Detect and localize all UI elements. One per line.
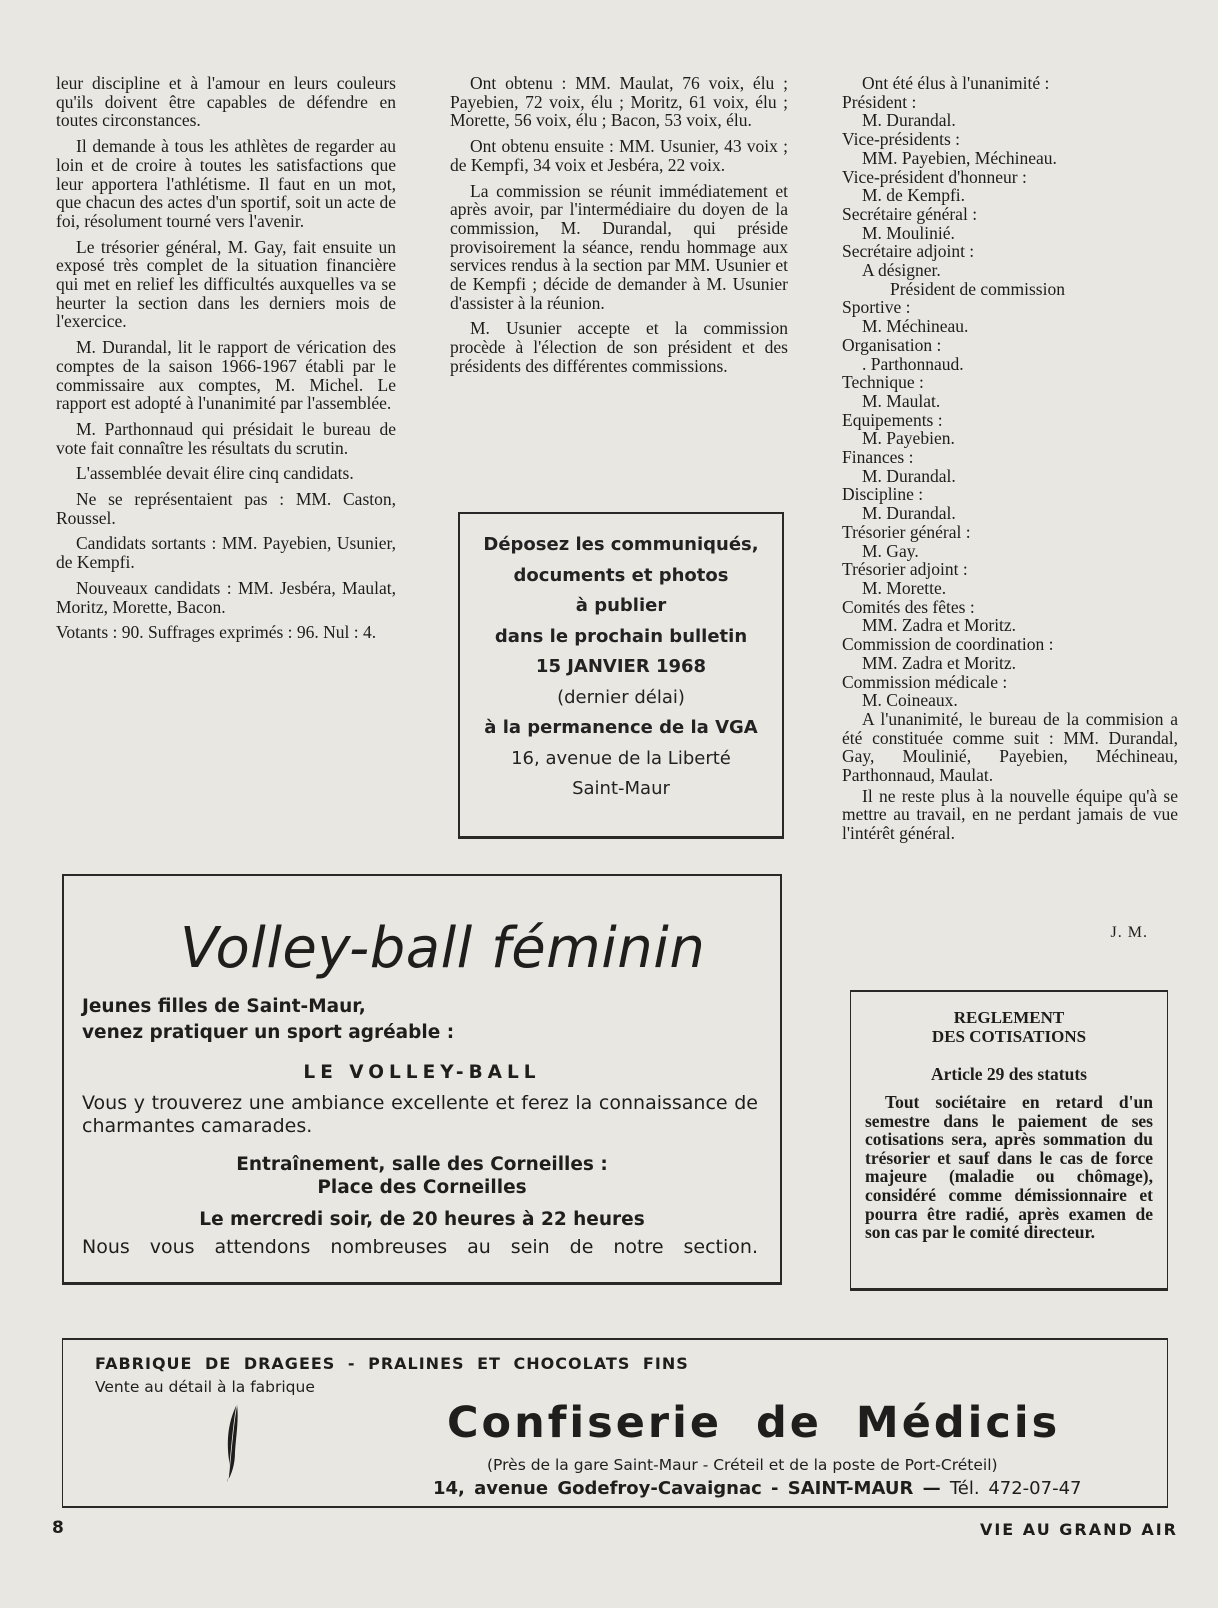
office-name: M. de Kempfi. bbox=[862, 185, 966, 206]
commission-role: Trésorier adjoint : bbox=[842, 559, 968, 580]
training-location: Entraînement, salle des Corneilles : bbox=[236, 1154, 608, 1175]
commission-name: M. Payebien. bbox=[862, 428, 955, 449]
submission-notice-box bbox=[458, 512, 784, 839]
closing-paragraph: Il ne reste plus à la nouvelle équipe qu'à se mettre au travail, en ne perdant jamais de vue l'intérêt général. bbox=[842, 785, 1178, 844]
volleyball-sport: LE VOLLEY-BALL bbox=[303, 1062, 541, 1083]
office-role: Secrétaire général : bbox=[842, 203, 978, 224]
volleyball-description: Vous y trouverez une ambiance excellente et ferez la connaissance de charmantes camarades. bbox=[82, 1092, 758, 1137]
office-name: M. Moulinié. bbox=[862, 222, 955, 243]
notice-line: dans le prochain bulletin bbox=[494, 625, 748, 647]
office-name: MM. Payebien, Méchineau. bbox=[862, 147, 1057, 168]
paragraph: Le trésorier général, M. Gay, fait ensuite un exposé très complet de la situation financière qui met en relief les difficultés auxquelles va se heurter la section dans les derniers mois de l'exercice. bbox=[56, 236, 396, 332]
office-name: M. Durandal. bbox=[862, 110, 956, 131]
article-column-3 bbox=[842, 74, 1178, 843]
paragraph: M. Durandal, lit le rapport de vérication des comptes de la saison 1966-1967 établi par le commissaire aux comptes, M. Michel. Le rapport est adopté à l'unanimité par l'assemblée. bbox=[56, 337, 396, 414]
volleyball-title: Volley-ball féminin bbox=[180, 916, 706, 981]
commission-name: M. Durandal. bbox=[862, 465, 956, 486]
commission-name: M. Maulat. bbox=[862, 390, 941, 411]
invite-line: venez pratiquer un sport agréable : bbox=[82, 1022, 455, 1043]
reglement-body: Tout sociétaire en retard d'un semestre dans le paiement de ses cotisations sera, après sommation du trésorier et sauf dans le cas de force majeure (maladie ou chômage), considéré comme démissionnaire et pourra être radié, après examen de son cas par le comité directeur. bbox=[865, 1092, 1153, 1243]
notice-line: à publier bbox=[575, 595, 667, 616]
commission-name: M. Gay. bbox=[862, 540, 919, 561]
office-role: Président : bbox=[842, 91, 917, 112]
commission-name: M. Morette. bbox=[862, 577, 947, 598]
commission-role: Discipline : bbox=[842, 484, 924, 505]
paragraph: La commission se réunit immédiatement et après avoir, par l'intermédiaire du doyen de la commission, M. Durandal, qui préside provisoirement la séance, rendu hommage aux services rendus à la section par MM. Usunier et de Kempfi ; décide de demander à M. Usunier d'assister à la réunion. bbox=[450, 180, 788, 313]
feather-icon bbox=[223, 1402, 243, 1484]
title-line: REGLEMENT bbox=[953, 1008, 1065, 1027]
invite-line: Jeunes filles de Saint-Maur, bbox=[82, 996, 366, 1017]
paragraph: Ont obtenu ensuite : MM. Usunier, 43 voix ; de Kempfi, 34 voix et Jesbéra, 22 voix. bbox=[450, 136, 788, 175]
ad-headline: FABRIQUE DE DRAGEES - PRALINES ET CHOCOLATS FINS bbox=[95, 1354, 689, 1373]
paragraph: L'assemblée devait élire cinq candidats. bbox=[76, 463, 354, 484]
training-schedule: Le mercredi soir, de 20 heures à 22 heures bbox=[199, 1209, 645, 1230]
reglement-article: Article 29 des statuts bbox=[930, 1064, 1087, 1084]
paragraph: M. Parthonnaud qui présidait le bureau de vote fait connaître les résultats du scrutin. bbox=[56, 418, 396, 458]
confiserie-advertisement bbox=[62, 1338, 1168, 1508]
commission-role: Comités des fêtes : bbox=[842, 596, 975, 617]
ad-street: 14, avenue Godefroy-Cavaignac - SAINT-MAUR — bbox=[433, 1478, 941, 1499]
notice-city: Saint-Maur bbox=[572, 778, 670, 799]
commissions-heading: Président de commission bbox=[890, 278, 1065, 299]
notice-line: (dernier délai) bbox=[557, 686, 685, 708]
volleyball-closing: Nous vous attendons nombreuses au sein de notre section. bbox=[82, 1236, 758, 1258]
signature: J. M. bbox=[1110, 924, 1148, 941]
commission-role: Organisation : bbox=[842, 334, 942, 355]
paragraph: Votants : 90. Suffrages exprimés : 96. Nul : 4. bbox=[56, 622, 377, 643]
office-role: Vice-président d'honneur : bbox=[842, 166, 1027, 187]
ad-subline: Vente au détail à la fabrique bbox=[95, 1378, 315, 1396]
volleyball-invite bbox=[82, 994, 454, 1046]
office-role: Vice-présidents : bbox=[842, 129, 961, 150]
commission-role: Technique : bbox=[842, 372, 924, 393]
volleyball-ad-box bbox=[62, 874, 782, 1285]
notice-line: Déposez les communiqués, bbox=[483, 534, 759, 555]
paragraph: M. Usunier accepte et la commission procède à l'élection de son président et des présidents des différentes commissions. bbox=[450, 318, 788, 376]
paragraph: Nouveaux candidats : MM. Jesbéra, Maulat, Moritz, Morette, Bacon. bbox=[56, 577, 396, 617]
office-role: Secrétaire adjoint : bbox=[842, 241, 975, 262]
paragraph: Ont obtenu : MM. Maulat, 76 voix, élu ; Payebien, 72 voix, élu ; Moritz, 61 voix, élu ; Morette, 56 voix, élu ; Bacon, 53 voix, élu. bbox=[450, 73, 788, 131]
commission-name: MM. Zadra et Moritz. bbox=[862, 615, 1017, 636]
commission-role: Trésorier général : bbox=[842, 521, 971, 542]
commission-name: M. Coineaux. bbox=[862, 690, 958, 711]
bureau-paragraph: A l'unanimité, le bureau de la commision a été constituée comme suit : MM. Durandal, Gay, Moulinié, Payebien, Méchineau, Parthonnaud, Maulat. bbox=[842, 708, 1178, 786]
commission-name: M. Durandal. bbox=[862, 503, 956, 524]
article-column-2 bbox=[450, 74, 788, 383]
notice-address: 16, avenue de la Liberté bbox=[511, 747, 731, 769]
paragraph: Il demande à tous les athlètes de regarder au loin et de croire à toutes les satisfactions que leur apportera l'athlétisme. Il faut en un mot, que chacun des actes d'un sportif, soit un acte de foi, résolument tourné vers l'avenir. bbox=[56, 136, 396, 231]
notice-deadline-date: 15 JANVIER 1968 bbox=[535, 656, 707, 677]
ad-location: (Près de la gare Saint-Maur - Créteil et de la poste de Port-Créteil) bbox=[487, 1456, 998, 1474]
paragraph: leur discipline et à l'amour en leurs couleurs qu'ils doivent être capables de défendre en toutes circonstances. bbox=[56, 73, 396, 131]
commission-name: . Parthonnaud. bbox=[862, 353, 964, 374]
title-line: DES COTISATIONS bbox=[931, 1027, 1087, 1046]
page-number: 8 bbox=[52, 1518, 64, 1538]
reglement-box bbox=[850, 990, 1168, 1291]
paragraph: Ne se représentaient pas : MM. Caston, Roussel. bbox=[56, 489, 396, 528]
training-place: Place des Corneilles bbox=[317, 1177, 527, 1198]
notice-line: documents et photos bbox=[513, 564, 729, 586]
article-column-1 bbox=[56, 74, 396, 649]
commission-role: Equipements : bbox=[842, 409, 943, 430]
commission-role: Commission de coordination : bbox=[842, 634, 1054, 655]
commission-name: M. Méchineau. bbox=[862, 316, 969, 337]
election-intro: Ont été élus à l'unanimité : bbox=[862, 73, 1050, 93]
commission-role: Commission médicale : bbox=[842, 671, 1008, 692]
commission-name: MM. Zadra et Moritz. bbox=[862, 652, 1017, 673]
ad-brand-name: Confiserie de Médicis bbox=[447, 1398, 1061, 1448]
office-name: A désigner. bbox=[862, 260, 941, 281]
ad-address bbox=[433, 1478, 1081, 1499]
ad-phone: Tél. 472-07-47 bbox=[949, 1478, 1082, 1499]
commission-role: Sportive : bbox=[842, 297, 911, 318]
publication-name: VIE AU GRAND AIR bbox=[979, 1520, 1178, 1539]
paragraph: Candidats sortants : MM. Payebien, Usunier, de Kempfi. bbox=[56, 533, 396, 573]
commission-role: Finances : bbox=[842, 447, 914, 468]
notice-line: à la permanence de la VGA bbox=[484, 717, 758, 738]
reglement-title bbox=[851, 1008, 1167, 1046]
